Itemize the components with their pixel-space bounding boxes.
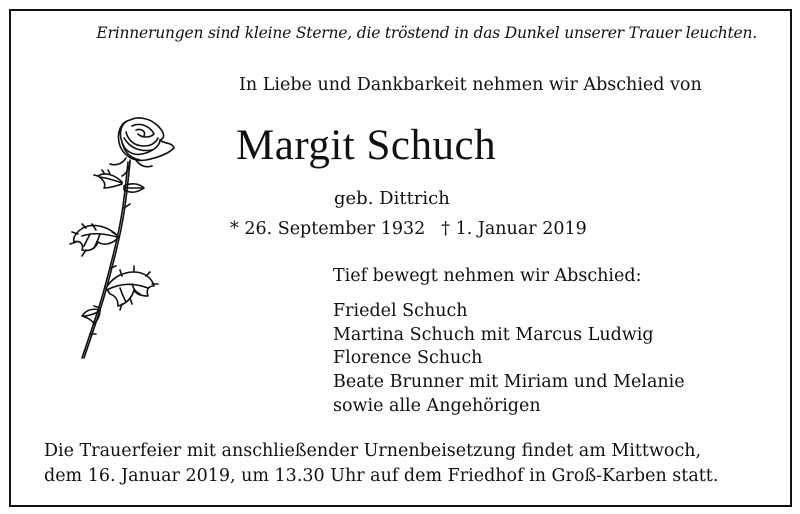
mourners-list [333, 300, 685, 419]
death-date: † 1. Januar 2019 [441, 219, 587, 239]
rose-icon [60, 112, 190, 372]
mourner-name: Beate Brunner mit Miriam und Melanie [333, 372, 685, 393]
life-dates [230, 219, 587, 239]
mourner-name: Friedel Schuch [333, 301, 468, 321]
mourner-name: Florence Schuch [333, 348, 483, 369]
ceremony-line: dem 16. Januar 2019, um 13.30 Uhr auf dem Friedhof in Groß-Karben statt. [44, 465, 719, 486]
ceremony-line: Die Trauerfeier mit anschließender Urnenbeisetzung findet am Mittwoch, [44, 441, 702, 461]
maiden-name: geb. Dittrich [334, 188, 450, 209]
motto-quote: Erinnerungen sind kleine Sterne, die tröstend in das Dunkel unserer Trauer leuchten. [96, 24, 757, 42]
birth-date: * 26. September 1932 [230, 219, 426, 239]
mourners-heading: Tief bewegt nehmen wir Abschied: [333, 266, 642, 286]
mourner-name: Martina Schuch mit Marcus Ludwig [333, 324, 654, 345]
intro-line: In Liebe und Dankbarkeit nehmen wir Abschied von [239, 75, 702, 95]
mourner-name: sowie alle Angehörigen [333, 395, 541, 416]
deceased-name: Margit Schuch [236, 122, 497, 169]
ceremony-info [44, 439, 718, 488]
